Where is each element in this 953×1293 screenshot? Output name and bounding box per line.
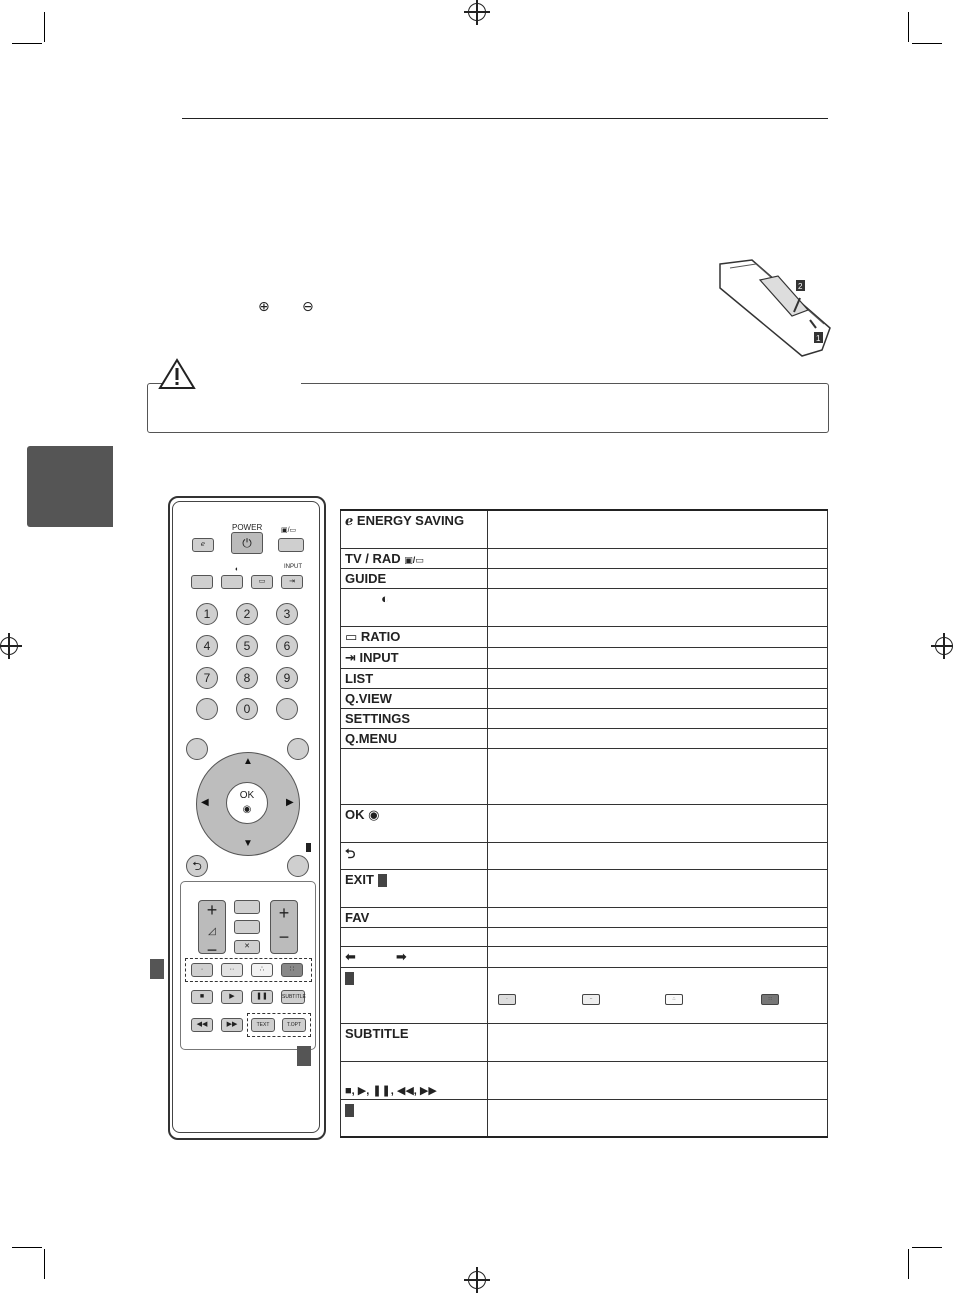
mute-icon: ✕: [244, 943, 250, 950]
function-key: SETTINGS: [345, 710, 411, 726]
ok-dot-icon: ◉: [368, 806, 380, 822]
function-key: SUBTITLE: [345, 1025, 409, 1041]
caution-box: [147, 383, 829, 433]
fastforward-button[interactable]: [221, 1018, 243, 1032]
ratio-icon: ▭: [345, 628, 358, 644]
crop-mark: [912, 1247, 942, 1248]
number-key-8[interactable]: 8: [236, 667, 258, 689]
number-key-4[interactable]: 4: [196, 635, 218, 657]
table-row: [341, 647, 828, 668]
table-row: [341, 510, 828, 548]
table-row: [341, 1099, 828, 1137]
rewind-icon: ◀◀: [196, 1021, 208, 1028]
right-arrow-icon: ➡: [395, 948, 407, 964]
back-icon: ⮌: [345, 845, 356, 861]
red-button-icon: ·: [498, 994, 516, 1005]
table-row: [341, 1023, 828, 1061]
number-key-0[interactable]: 0: [236, 698, 258, 720]
ratio-button[interactable]: [251, 575, 273, 589]
function-key: OK: [345, 806, 365, 822]
function-key: INPUT: [359, 649, 399, 665]
left-arrow-icon: ⬅: [345, 948, 356, 964]
table-row: [341, 728, 828, 748]
power-icon: ⏻: [242, 536, 252, 550]
number-key-3[interactable]: 3: [276, 603, 298, 625]
tv-rad-icon: ▣/▭: [404, 554, 424, 565]
stop-icon: ■: [199, 993, 205, 1000]
function-key: ENERGY SAVING: [356, 513, 465, 528]
info-icon: ◐: [381, 590, 389, 606]
function-key: Q.VIEW: [345, 690, 392, 706]
yellow-button[interactable]: ∴: [251, 963, 273, 977]
exit-icon: [378, 874, 387, 887]
back-button[interactable]: [186, 855, 208, 877]
text-label: TEXT: [256, 1022, 270, 1028]
subtitle-button[interactable]: [281, 990, 305, 1004]
info-icon: ◐: [235, 566, 240, 573]
number-key-9[interactable]: 9: [276, 667, 298, 689]
table-row: [341, 708, 828, 728]
function-key: RATIO: [360, 628, 401, 644]
function-key: TV / RAD: [345, 550, 401, 566]
topt-label: T.OPT: [286, 1022, 302, 1028]
stop-button[interactable]: [191, 990, 213, 1004]
table-row: [341, 1061, 828, 1099]
power-label: POWER: [232, 523, 263, 532]
registration-mark-icon: [0, 637, 18, 655]
number-key-7[interactable]: 7: [196, 667, 218, 689]
table-row: [341, 748, 828, 804]
down-arrow-button[interactable]: ▼: [243, 838, 253, 849]
right-arrow-button[interactable]: ▶: [286, 797, 294, 808]
input-label: INPUT: [284, 564, 302, 570]
crop-mark: [44, 1249, 45, 1279]
registration-mark-icon: [468, 1271, 486, 1289]
crop-mark: [12, 1247, 42, 1248]
exit-button[interactable]: [287, 855, 309, 877]
battery-step-2: 2: [798, 282, 803, 291]
table-row: [341, 668, 828, 688]
input-icon: ⇥: [289, 578, 295, 585]
number-key-2[interactable]: 2: [236, 603, 258, 625]
ok-label: OK: [239, 790, 255, 801]
energy-saving-button[interactable]: [192, 538, 214, 552]
registration-mark-icon: [468, 3, 486, 21]
crop-mark: [44, 12, 45, 42]
up-arrow-button[interactable]: ▲: [243, 756, 253, 767]
minus-circle-icon: ⊖: [302, 298, 314, 314]
table-row: [341, 568, 828, 588]
qmenu-button[interactable]: [287, 738, 309, 760]
left-arrow-button[interactable]: ◀: [201, 797, 209, 808]
play-button[interactable]: [221, 990, 243, 1004]
function-key: FAV: [345, 909, 370, 925]
list-button[interactable]: [196, 698, 218, 720]
table-row: [341, 946, 828, 967]
table-row: [341, 588, 828, 626]
table-row: [341, 869, 828, 907]
table-row: [341, 626, 828, 647]
table-row: [341, 688, 828, 708]
registration-mark-icon: [935, 637, 953, 655]
text-button[interactable]: [251, 1018, 275, 1032]
input-button[interactable]: [281, 575, 303, 589]
ratio-icon: ▭: [258, 578, 266, 585]
red-button[interactable]: ·: [191, 963, 213, 977]
crop-mark: [908, 12, 909, 42]
plus-circle-icon: ⊕: [258, 298, 270, 314]
pause-button[interactable]: [251, 990, 273, 1004]
green-button[interactable]: ··: [221, 963, 243, 977]
blue-button[interactable]: ∷: [281, 963, 303, 977]
function-key: GUIDE: [345, 570, 387, 586]
power-button[interactable]: [231, 532, 263, 554]
subtitle-label: SUBTITLE: [282, 994, 306, 1000]
table-row: [341, 804, 828, 842]
ok-button[interactable]: [226, 782, 268, 824]
callout-marker: [150, 959, 164, 979]
crop-mark: [912, 43, 942, 44]
crop-mark: [908, 1249, 909, 1279]
callout-marker: [297, 1046, 311, 1066]
qview-button[interactable]: [276, 698, 298, 720]
number-key-5[interactable]: 5: [236, 635, 258, 657]
playback-icons: ■, ▶, ❚❚, ◀◀, ▶▶: [345, 1084, 437, 1097]
function-table: [340, 509, 828, 1138]
mute-button[interactable]: [234, 940, 260, 954]
chapter-tab: [27, 446, 113, 527]
number-key-6[interactable]: 6: [276, 635, 298, 657]
pause-icon: ❚❚: [256, 993, 268, 1000]
function-key: LIST: [345, 670, 374, 686]
yellow-button-icon: ∴: [665, 994, 683, 1005]
program-rocker[interactable]: + −: [270, 900, 298, 954]
volume-rocker[interactable]: + ◿ −: [198, 900, 226, 954]
info-button[interactable]: [221, 575, 243, 589]
tv-rad-icon: ▣/▭: [281, 527, 297, 534]
battery-cover-illustration: [712, 258, 832, 358]
guide-button[interactable]: [191, 575, 213, 589]
settings-button[interactable]: [186, 738, 208, 760]
callout-key-icon: [345, 1104, 354, 1117]
back-icon: ⮌: [192, 859, 202, 873]
tv-rad-button[interactable]: [278, 538, 304, 552]
aspect-button[interactable]: [234, 920, 260, 934]
leaf-icon: ℯ: [345, 513, 354, 528]
table-row: [341, 548, 828, 568]
crop-mark: [12, 43, 42, 44]
number-key-1[interactable]: 1: [196, 603, 218, 625]
ok-dot-icon: ◉: [242, 804, 252, 815]
leaf-icon: ℯ: [200, 541, 206, 548]
fav-button[interactable]: [234, 900, 260, 914]
caution-triangle-icon: [158, 358, 196, 390]
topt-button[interactable]: [282, 1018, 306, 1032]
callout-key-icon: [345, 972, 354, 985]
rewind-button[interactable]: [191, 1018, 213, 1032]
exit-icon: [306, 843, 311, 852]
input-icon: ⇥: [345, 649, 356, 665]
table-row: [341, 907, 828, 927]
fastforward-icon: ▶▶: [226, 1021, 238, 1028]
function-key: Q.MENU: [345, 730, 397, 746]
play-icon: ▶: [229, 993, 235, 1000]
function-key: EXIT: [345, 871, 374, 887]
blue-button-icon: ∷: [761, 994, 779, 1005]
battery-step-1: 1: [816, 334, 821, 343]
table-row: [341, 927, 828, 946]
table-row: [341, 842, 828, 869]
header-rule: [182, 118, 828, 119]
green-button-icon: ··: [582, 994, 600, 1005]
